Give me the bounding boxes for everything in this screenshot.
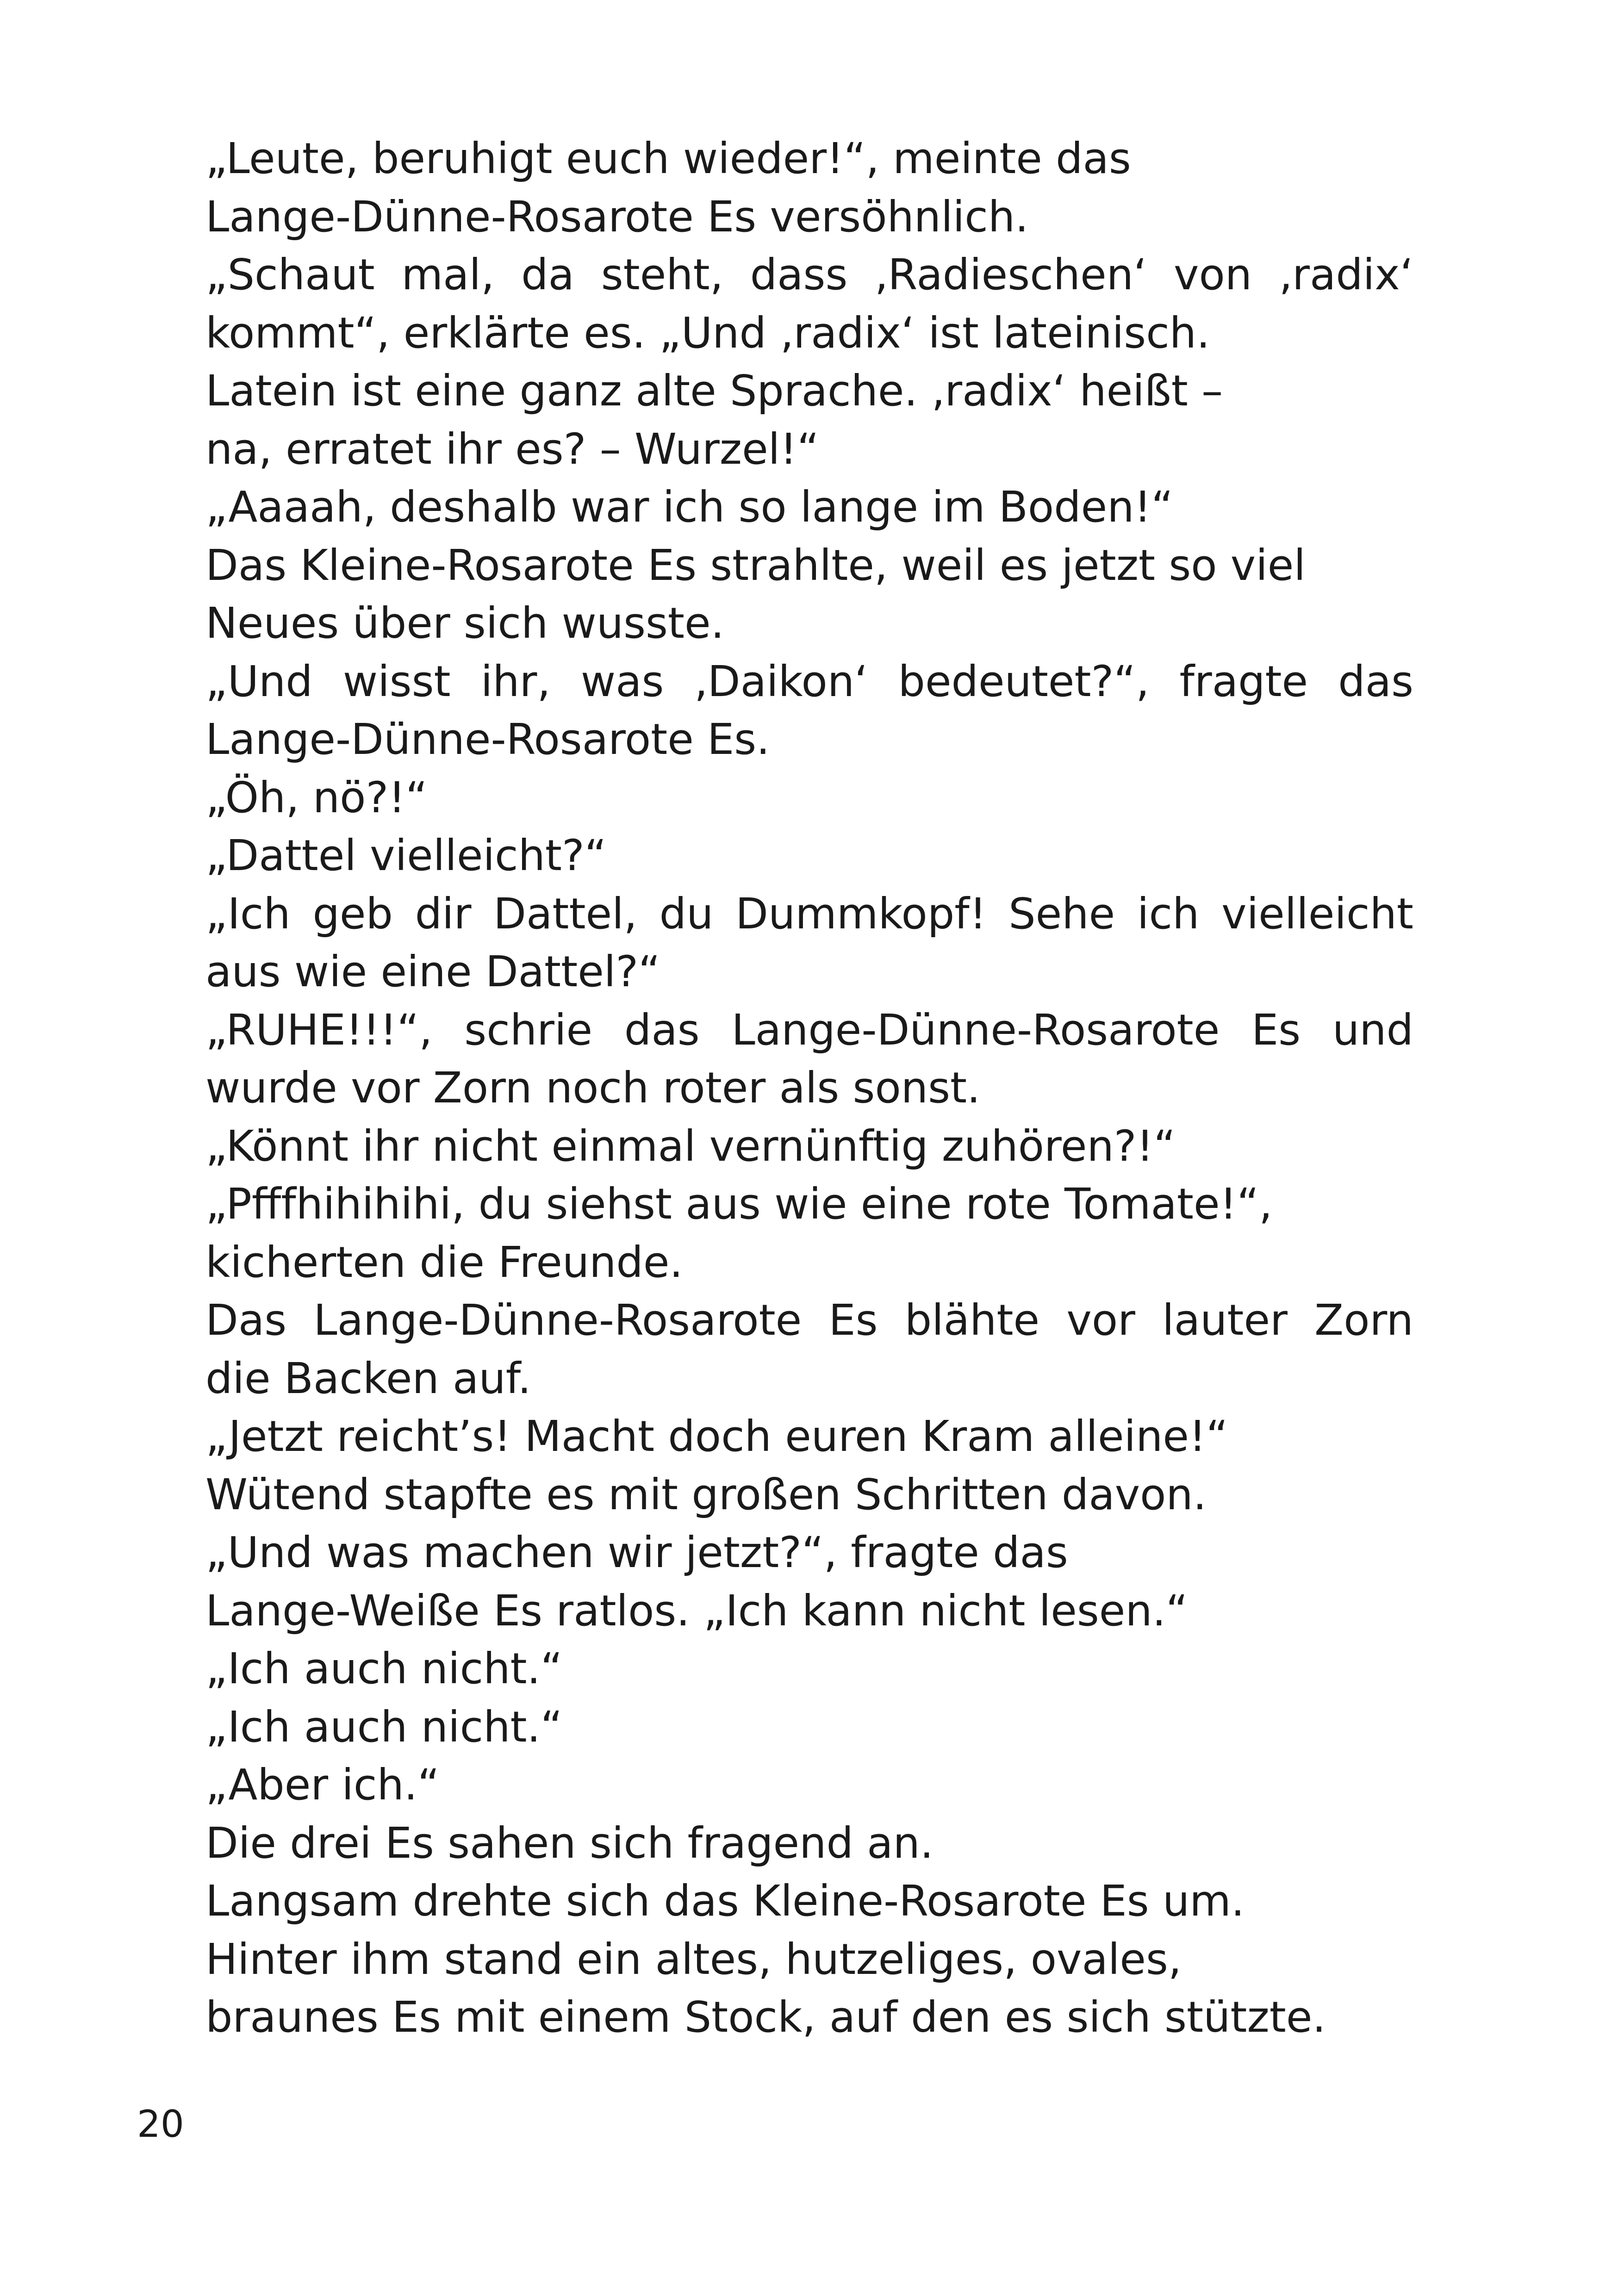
- text-line: Lange-Weiße Es ratlos. „Ich kann nicht lesen.“: [205, 1586, 1188, 1636]
- text-line: „RUHE!!!“, schrie das Lange-Dünne-Rosarote Es und: [205, 1005, 1413, 1055]
- text-line: die Backen auf.: [205, 1353, 531, 1403]
- text-line: wurde vor Zorn noch roter als sonst.: [205, 1063, 981, 1113]
- text-line: braunes Es mit einem Stock, auf den es sich stützte.: [205, 1992, 1326, 2042]
- text-line: kommt“, erklärte es. „Und ‚radix‘ ist lateinisch.: [205, 308, 1210, 358]
- text-line: Lange-Dünne-Rosarote Es.: [205, 715, 770, 764]
- text-line: „Und wisst ihr, was ‚Daikon‘ bedeutet?“, fragte das: [205, 656, 1413, 706]
- text-line: „Öh, nö?!“: [205, 772, 428, 822]
- text-line: Langsam drehte sich das Kleine-Rosarote Es um.: [205, 1876, 1245, 1926]
- page-number: 20: [137, 2103, 184, 2146]
- text-line: „Dattel vielleicht?“: [205, 831, 607, 880]
- text-line: Lange-Dünne-Rosarote Es versöhnlich.: [205, 192, 1029, 242]
- text-line: „Ich auch nicht.“: [205, 1702, 563, 1752]
- text-line: Latein ist eine ganz alte Sprache. ‚radix‘ heißt –: [205, 366, 1223, 416]
- text-line: Das Kleine-Rosarote Es strahlte, weil es jetzt so viel: [205, 540, 1306, 590]
- text-line: „Leute, beruhigt euch wieder!“, meinte das: [205, 134, 1131, 183]
- text-line: „Pfffhihihihi, du siehst aus wie eine rote Tomate!“,: [205, 1179, 1273, 1229]
- text-line: Das Lange-Dünne-Rosarote Es blähte vor lauter Zorn: [205, 1295, 1413, 1345]
- text-line: „Könnt ihr nicht einmal vernünftig zuhören?!“: [205, 1121, 1176, 1171]
- text-line: „Ich auch nicht.“: [205, 1644, 563, 1693]
- text-line: Neues über sich wusste.: [205, 598, 724, 648]
- text-line: Die drei Es sahen sich fragend an.: [205, 1818, 934, 1868]
- text-line: „Schaut mal, da steht, dass ‚Radieschen‘ von ‚radix‘: [205, 250, 1413, 299]
- text-line: Hinter ihm stand ein altes, hutzeliges, ovales,: [205, 1934, 1182, 1984]
- story-text: [205, 130, 1413, 2047]
- text-line: „Jetzt reicht’s! Macht doch euren Kram alleine!“: [205, 1412, 1228, 1461]
- text-line: „Aber ich.“: [205, 1760, 440, 1810]
- text-line: kicherten die Freunde.: [205, 1237, 683, 1287]
- text-line: „Aaaah, deshalb war ich so lange im Boden!“: [205, 482, 1174, 532]
- text-line: „Und was machen wir jetzt?“, fragte das: [205, 1528, 1068, 1577]
- text-line: na, erratet ihr es? – Wurzel!“: [205, 424, 819, 474]
- text-line: aus wie eine Dattel?“: [205, 947, 660, 996]
- text-line: Wütend stapfte es mit großen Schritten davon.: [205, 1469, 1207, 1519]
- text-line: „Ich geb dir Dattel, du Dummkopf! Sehe ich vielleicht: [205, 889, 1413, 939]
